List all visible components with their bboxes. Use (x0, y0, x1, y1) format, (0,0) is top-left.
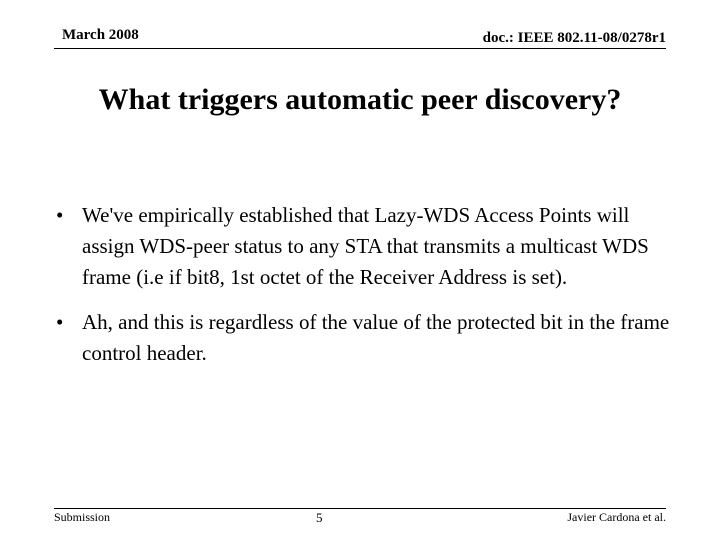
header-divider (54, 48, 666, 49)
header-doc-id: doc.: IEEE 802.11-08/0278r1 (482, 30, 666, 46)
footer-divider (54, 508, 666, 509)
footer-author: Javier Cardona et al. (567, 510, 666, 524)
bullet-item (56, 307, 676, 369)
bullet-item (56, 200, 676, 293)
bullet-dot-icon: • (56, 203, 64, 227)
footer-submission: Submission (54, 510, 111, 524)
slide-title: What triggers automatic peer discovery? (98, 83, 622, 116)
bullet-text: Ah, and this is regardless of the value of the protected bit in the frame control header. (82, 310, 670, 365)
bullet-list (56, 200, 676, 383)
header-date: March 2008 (62, 27, 139, 43)
footer-page-number: 5 (316, 510, 323, 525)
bullet-dot-icon: • (56, 310, 64, 334)
bullet-text: We've empirically established that Lazy-WDS Access Points will assign WDS-peer status to any STA that transmits a multicast WDS frame (i.e if bit8, 1st octet of the Receiver Address is set). (82, 203, 649, 289)
